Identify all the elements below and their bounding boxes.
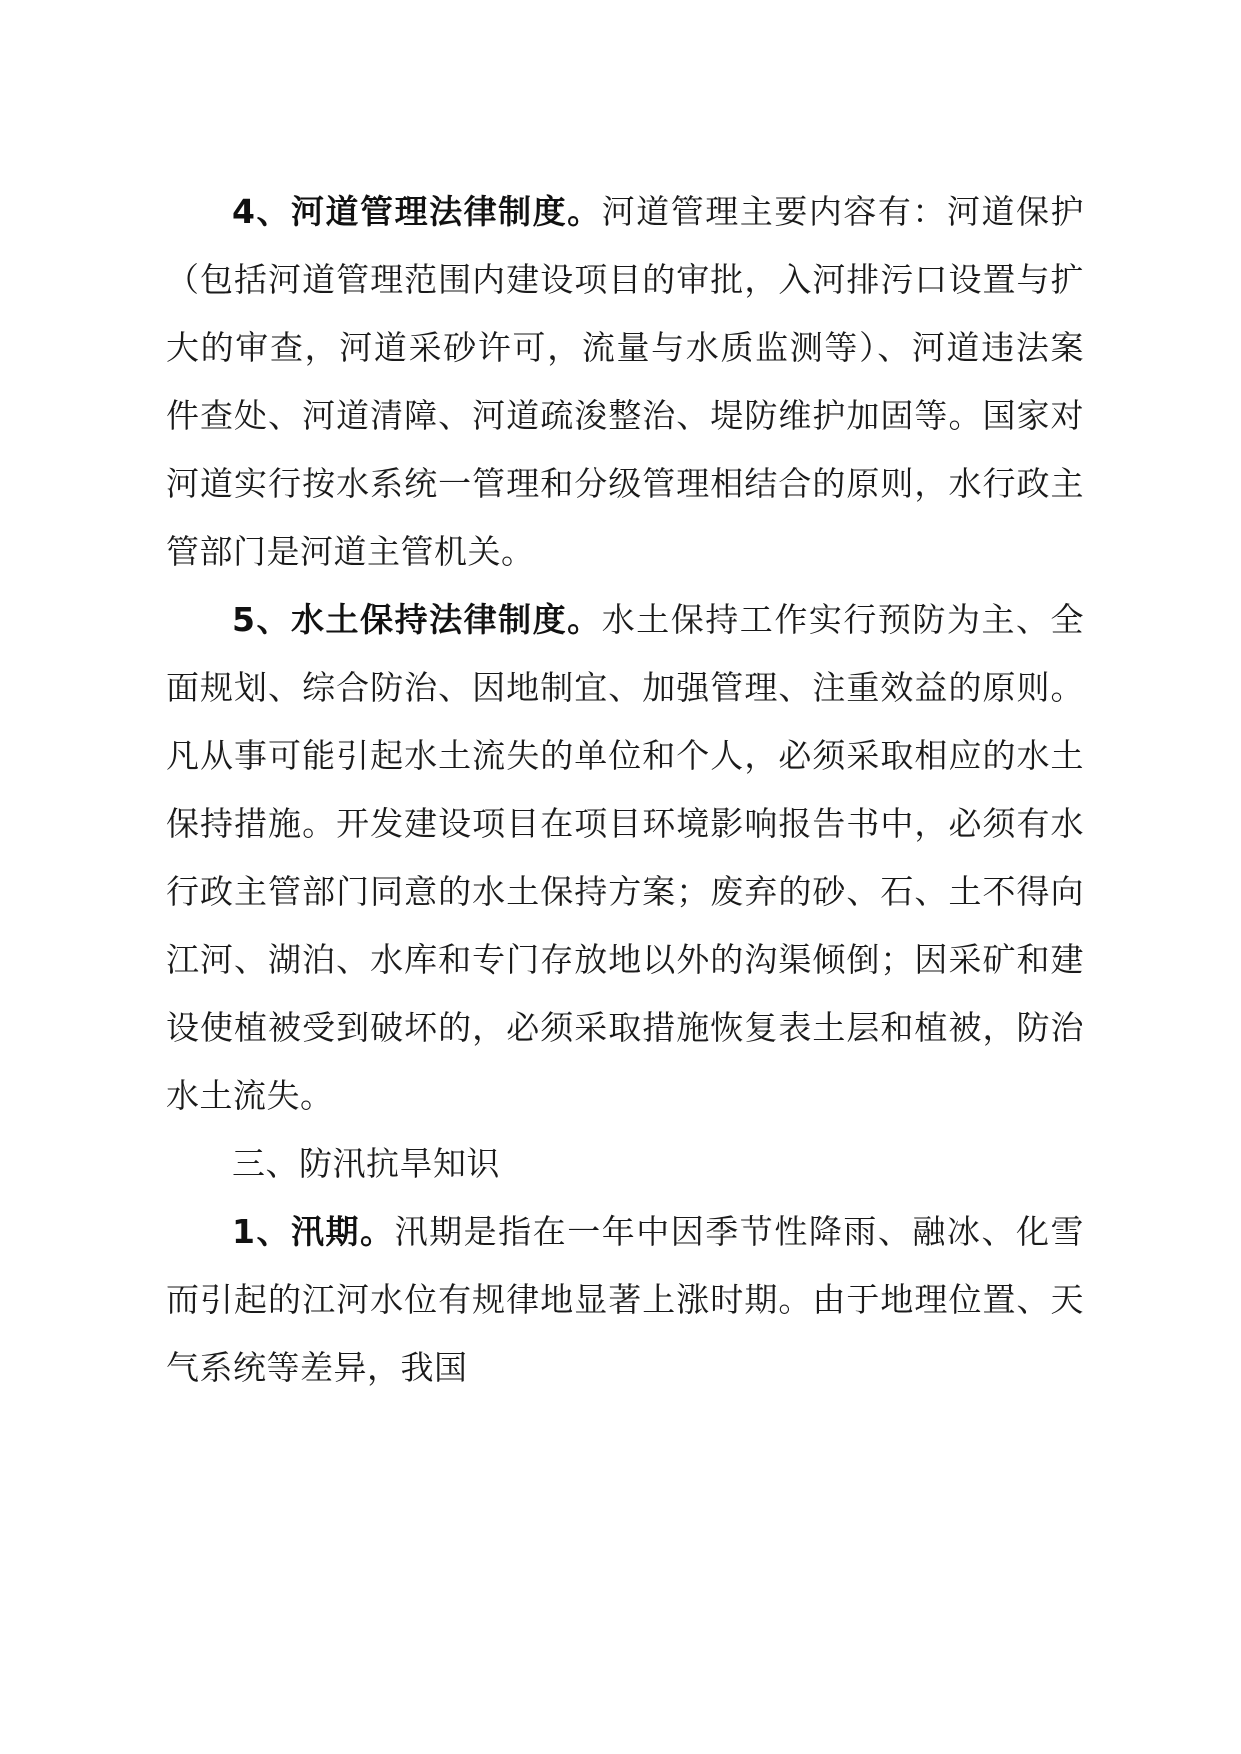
paragraph-text: 水土保持工作实行预防为主、全面规划、综合防治、因地制宜、加强管理、注重效益的原则。凡从事可能引起水土流失的单位和个人，必须采取相应的水土保持措施。开发建设项目在项目环境影响报告书中，必须有水行政主管部门同意的水土保持方案；废弃的砂、石、土不得向江河、湖泊、水库和专门存放地以外的沟渠倾倒；因采矿和建设使植被受到破坏的，必须采取措施恢复表土层和植被，防治水土流失。 xyxy=(166,600,1085,1115)
paragraph-river-management xyxy=(166,178,1084,586)
paragraph-soil-conservation xyxy=(166,586,1084,1130)
paragraph-flood-season xyxy=(166,1198,1084,1402)
paragraph-lead: 5、水土保持法律制度。 xyxy=(232,600,602,639)
paragraph-lead: 1、汛期。 xyxy=(232,1212,395,1251)
paragraph-text: 汛期是指在一年中因季节性降雨、融冰、化雪而引起的江河水位有规律地显著上涨时期。由于地理位置、天气系统等差异，我国 xyxy=(166,1212,1084,1387)
document-body xyxy=(166,178,1084,1402)
paragraph-text: 河道管理主要内容有：河道保护（包括河道管理范围内建设项目的审批，入河排污口设置与扩大的审查，河道采砂许可，流量与水质监测等）、河道违法案件查处、河道清障、河道疏浚整治、堤防维护加固等。国家对河道实行按水系统一管理和分级管理相结合的原则，水行政主管部门是河道主管机关。 xyxy=(166,192,1085,571)
section-heading: 三、防汛抗旱知识 xyxy=(232,1144,500,1183)
paragraph-lead: 4、河道管理法律制度。 xyxy=(232,192,602,231)
